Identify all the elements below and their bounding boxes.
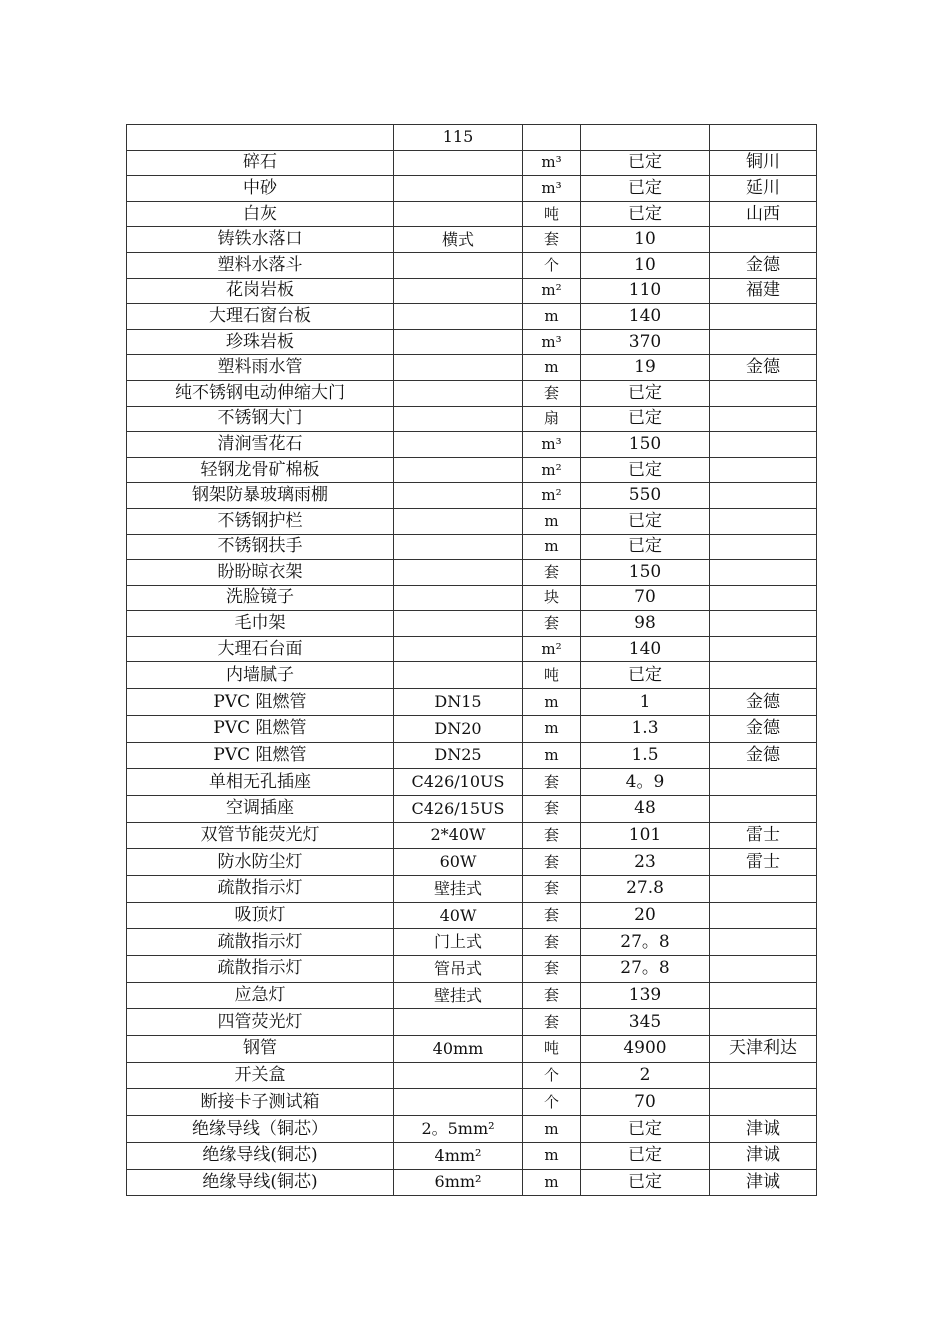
unit-cell: m — [523, 715, 581, 742]
spec-cell: DN20 — [394, 715, 523, 742]
spec-cell — [394, 662, 523, 689]
item-name-cell: 白灰 — [127, 201, 394, 227]
spec-cell — [394, 150, 523, 176]
spec-cell: 横式 — [394, 227, 523, 253]
unit-cell: 个 — [523, 1062, 581, 1089]
unit-cell: m² — [523, 457, 581, 483]
unit-cell: m — [523, 742, 581, 769]
unit-cell: 套 — [523, 611, 581, 637]
table-row — [127, 715, 817, 742]
unit-cell: 个 — [523, 252, 581, 278]
item-name-cell: 防水防尘灯 — [127, 849, 394, 876]
unit-cell: 套 — [523, 982, 581, 1009]
materials-table — [126, 124, 817, 1196]
table-row — [127, 1116, 817, 1143]
origin-cell — [710, 1062, 817, 1089]
origin-cell — [710, 611, 817, 637]
spec-cell — [394, 278, 523, 304]
origin-cell: 津诚 — [710, 1116, 817, 1143]
spec-cell — [394, 304, 523, 330]
item-name-cell: 断接卡子测试箱 — [127, 1089, 394, 1116]
item-name-cell: 毛巾架 — [127, 611, 394, 637]
price-cell: 20 — [581, 902, 710, 929]
table-row — [127, 227, 817, 253]
table-row — [127, 795, 817, 822]
table-row — [127, 150, 817, 176]
origin-cell — [710, 795, 817, 822]
origin-cell — [710, 875, 817, 902]
item-name-cell: 盼盼晾衣架 — [127, 560, 394, 586]
origin-cell — [710, 662, 817, 689]
origin-cell — [710, 380, 817, 406]
origin-cell — [710, 636, 817, 662]
origin-cell: 雷士 — [710, 849, 817, 876]
item-name-cell: PVC 阻燃管 — [127, 715, 394, 742]
price-cell: 10 — [581, 252, 710, 278]
table-row — [127, 457, 817, 483]
item-name-cell: 碎石 — [127, 150, 394, 176]
origin-cell: 津诚 — [710, 1142, 817, 1169]
spec-cell: DN25 — [394, 742, 523, 769]
table-row — [127, 329, 817, 355]
spec-cell: 管吊式 — [394, 956, 523, 983]
spec-cell: 40mm — [394, 1036, 523, 1063]
table-row — [127, 956, 817, 983]
origin-cell — [710, 1089, 817, 1116]
price-cell: 70 — [581, 1089, 710, 1116]
unit-cell: m² — [523, 278, 581, 304]
item-name-cell: PVC 阻燃管 — [127, 689, 394, 716]
unit-cell: 套 — [523, 227, 581, 253]
table-row — [127, 304, 817, 330]
price-cell: 345 — [581, 1009, 710, 1036]
spec-cell — [394, 1062, 523, 1089]
origin-cell — [710, 534, 817, 560]
table-row — [127, 483, 817, 509]
table-row — [127, 1169, 817, 1196]
price-cell: 23 — [581, 849, 710, 876]
unit-cell: m — [523, 534, 581, 560]
table-row — [127, 636, 817, 662]
item-name-cell: 大理石窗台板 — [127, 304, 394, 330]
origin-cell: 金德 — [710, 715, 817, 742]
unit-cell: 套 — [523, 795, 581, 822]
table-row — [127, 560, 817, 586]
unit-cell: m³ — [523, 432, 581, 458]
origin-cell — [710, 304, 817, 330]
unit-cell: 个 — [523, 1089, 581, 1116]
table-row — [127, 585, 817, 611]
unit-cell: 扇 — [523, 406, 581, 432]
spec-cell: 60W — [394, 849, 523, 876]
table-row — [127, 534, 817, 560]
unit-cell: 套 — [523, 875, 581, 902]
origin-cell — [710, 483, 817, 509]
item-name-cell: 大理石台面 — [127, 636, 394, 662]
table-row — [127, 1062, 817, 1089]
origin-cell — [710, 902, 817, 929]
spec-cell — [394, 636, 523, 662]
table-row — [127, 875, 817, 902]
price-cell: 已定 — [581, 150, 710, 176]
spec-cell — [394, 1089, 523, 1116]
origin-cell: 延川 — [710, 176, 817, 202]
price-cell: 1.5 — [581, 742, 710, 769]
price-cell: 已定 — [581, 406, 710, 432]
price-cell: 2 — [581, 1062, 710, 1089]
table-row — [127, 822, 817, 849]
spec-cell: 4mm² — [394, 1142, 523, 1169]
item-name-cell: 疏散指示灯 — [127, 875, 394, 902]
item-name-cell: 绝缘导线(铜芯) — [127, 1169, 394, 1196]
item-name-cell: 内墙腻子 — [127, 662, 394, 689]
price-cell: 140 — [581, 636, 710, 662]
price-cell: 19 — [581, 355, 710, 381]
unit-cell: m² — [523, 483, 581, 509]
item-name-cell: 铸铁水落口 — [127, 227, 394, 253]
price-cell: 已定 — [581, 662, 710, 689]
table-row — [127, 508, 817, 534]
spec-cell: 40W — [394, 902, 523, 929]
table-row — [127, 432, 817, 458]
price-cell — [581, 125, 710, 151]
table-row — [127, 769, 817, 796]
unit-cell: 吨 — [523, 662, 581, 689]
spec-cell — [394, 483, 523, 509]
item-name-cell: 钢管 — [127, 1036, 394, 1063]
unit-cell: m² — [523, 636, 581, 662]
table-row — [127, 380, 817, 406]
table-row — [127, 176, 817, 202]
item-name-cell: 塑料水落斗 — [127, 252, 394, 278]
spec-cell — [394, 457, 523, 483]
item-name-cell: 应急灯 — [127, 982, 394, 1009]
spec-cell: C426/15US — [394, 795, 523, 822]
unit-cell: m³ — [523, 176, 581, 202]
item-name-cell: 花岗岩板 — [127, 278, 394, 304]
spec-cell — [394, 611, 523, 637]
spec-cell — [394, 380, 523, 406]
origin-cell: 山西 — [710, 201, 817, 227]
table-row — [127, 201, 817, 227]
unit-cell: m — [523, 1169, 581, 1196]
price-cell: 101 — [581, 822, 710, 849]
origin-cell — [710, 956, 817, 983]
spec-cell — [394, 534, 523, 560]
unit-cell — [523, 125, 581, 151]
price-cell: 10 — [581, 227, 710, 253]
item-name-cell: 吸顶灯 — [127, 902, 394, 929]
price-cell: 98 — [581, 611, 710, 637]
unit-cell: 套 — [523, 380, 581, 406]
unit-cell: 套 — [523, 849, 581, 876]
origin-cell: 福建 — [710, 278, 817, 304]
origin-cell: 雷士 — [710, 822, 817, 849]
price-cell: 已定 — [581, 534, 710, 560]
unit-cell: m — [523, 508, 581, 534]
price-cell: 140 — [581, 304, 710, 330]
origin-cell: 津诚 — [710, 1169, 817, 1196]
spec-cell — [394, 585, 523, 611]
price-cell: 已定 — [581, 1142, 710, 1169]
price-cell: 1 — [581, 689, 710, 716]
item-name-cell: 钢架防暴玻璃雨棚 — [127, 483, 394, 509]
table-row — [127, 1089, 817, 1116]
unit-cell: 套 — [523, 956, 581, 983]
unit-cell: 套 — [523, 560, 581, 586]
origin-cell — [710, 227, 817, 253]
origin-cell — [710, 982, 817, 1009]
spec-cell: 2*40W — [394, 822, 523, 849]
unit-cell: m — [523, 1116, 581, 1143]
item-name-cell: 单相无孔插座 — [127, 769, 394, 796]
item-name-cell: 绝缘导线（铜芯） — [127, 1116, 394, 1143]
price-cell: 1.3 — [581, 715, 710, 742]
price-cell: 150 — [581, 560, 710, 586]
item-name-cell: 中砂 — [127, 176, 394, 202]
item-name-cell: 洗脸镜子 — [127, 585, 394, 611]
price-cell: 已定 — [581, 457, 710, 483]
origin-cell — [710, 125, 817, 151]
origin-cell: 金德 — [710, 355, 817, 381]
origin-cell: 金德 — [710, 689, 817, 716]
table-row — [127, 902, 817, 929]
price-cell: 27。8 — [581, 929, 710, 956]
origin-cell — [710, 432, 817, 458]
unit-cell: 套 — [523, 1009, 581, 1036]
spec-cell: C426/10US — [394, 769, 523, 796]
item-name-cell: 空调插座 — [127, 795, 394, 822]
price-cell: 已定 — [581, 380, 710, 406]
price-cell: 4。9 — [581, 769, 710, 796]
spec-cell: 门上式 — [394, 929, 523, 956]
table-row — [127, 1142, 817, 1169]
table-row — [127, 1009, 817, 1036]
spec-cell — [394, 252, 523, 278]
price-cell: 370 — [581, 329, 710, 355]
spec-cell — [394, 329, 523, 355]
origin-cell — [710, 929, 817, 956]
item-name-cell: 四管荧光灯 — [127, 1009, 394, 1036]
origin-cell — [710, 585, 817, 611]
table-row — [127, 278, 817, 304]
spec-cell: 6mm² — [394, 1169, 523, 1196]
spec-cell — [394, 560, 523, 586]
unit-cell: 套 — [523, 929, 581, 956]
item-name-cell: 双管节能荧光灯 — [127, 822, 394, 849]
table-row — [127, 355, 817, 381]
item-name-cell: 清涧雪花石 — [127, 432, 394, 458]
spec-cell — [394, 201, 523, 227]
spec-cell: 壁挂式 — [394, 875, 523, 902]
item-name-cell: 疏散指示灯 — [127, 956, 394, 983]
origin-cell — [710, 769, 817, 796]
origin-cell — [710, 508, 817, 534]
unit-cell: m³ — [523, 329, 581, 355]
table-row — [127, 742, 817, 769]
price-cell: 110 — [581, 278, 710, 304]
price-cell: 27.8 — [581, 875, 710, 902]
item-name-cell: 疏散指示灯 — [127, 929, 394, 956]
origin-cell: 金德 — [710, 742, 817, 769]
materials-table-body — [127, 125, 817, 1196]
price-cell: 48 — [581, 795, 710, 822]
item-name-cell: 轻钢龙骨矿棉板 — [127, 457, 394, 483]
price-cell: 已定 — [581, 1116, 710, 1143]
item-name-cell: 不锈钢大门 — [127, 406, 394, 432]
item-name-cell: 不锈钢护栏 — [127, 508, 394, 534]
origin-cell — [710, 457, 817, 483]
item-name-cell: 绝缘导线(铜芯) — [127, 1142, 394, 1169]
item-name-cell: 塑料雨水管 — [127, 355, 394, 381]
unit-cell: m — [523, 1142, 581, 1169]
origin-cell — [710, 329, 817, 355]
table-row — [127, 252, 817, 278]
unit-cell: 套 — [523, 902, 581, 929]
table-row — [127, 406, 817, 432]
price-cell: 已定 — [581, 201, 710, 227]
spec-cell — [394, 508, 523, 534]
unit-cell: m — [523, 355, 581, 381]
unit-cell: m — [523, 689, 581, 716]
price-cell: 27。8 — [581, 956, 710, 983]
unit-cell: m³ — [523, 150, 581, 176]
table-row — [127, 1036, 817, 1063]
spec-cell: 2。5mm² — [394, 1116, 523, 1143]
spec-cell: 115 — [394, 125, 523, 151]
spec-cell — [394, 1009, 523, 1036]
unit-cell: 吨 — [523, 201, 581, 227]
unit-cell: 套 — [523, 822, 581, 849]
origin-cell — [710, 1009, 817, 1036]
price-cell: 139 — [581, 982, 710, 1009]
item-name-cell: 开关盒 — [127, 1062, 394, 1089]
price-cell: 已定 — [581, 508, 710, 534]
table-row — [127, 689, 817, 716]
table-row — [127, 849, 817, 876]
item-name-cell: 纯不锈钢电动伸缩大门 — [127, 380, 394, 406]
origin-cell: 天津利达 — [710, 1036, 817, 1063]
origin-cell — [710, 560, 817, 586]
price-cell: 150 — [581, 432, 710, 458]
unit-cell: m — [523, 304, 581, 330]
unit-cell: 吨 — [523, 1036, 581, 1063]
spec-cell — [394, 432, 523, 458]
spec-cell — [394, 406, 523, 432]
item-name-cell: 不锈钢扶手 — [127, 534, 394, 560]
unit-cell: 套 — [523, 769, 581, 796]
spec-cell — [394, 176, 523, 202]
origin-cell: 铜川 — [710, 150, 817, 176]
price-cell: 70 — [581, 585, 710, 611]
table-row — [127, 982, 817, 1009]
item-name-cell: 珍珠岩板 — [127, 329, 394, 355]
spec-cell — [394, 355, 523, 381]
unit-cell: 块 — [523, 585, 581, 611]
table-row — [127, 611, 817, 637]
origin-cell: 金德 — [710, 252, 817, 278]
price-cell: 550 — [581, 483, 710, 509]
item-name-cell: PVC 阻燃管 — [127, 742, 394, 769]
spec-cell: 壁挂式 — [394, 982, 523, 1009]
price-cell: 4900 — [581, 1036, 710, 1063]
spec-cell: DN15 — [394, 689, 523, 716]
table-row — [127, 929, 817, 956]
price-cell: 已定 — [581, 1169, 710, 1196]
table-row — [127, 662, 817, 689]
table-row — [127, 125, 817, 151]
origin-cell — [710, 406, 817, 432]
item-name-cell — [127, 125, 394, 151]
price-cell: 已定 — [581, 176, 710, 202]
